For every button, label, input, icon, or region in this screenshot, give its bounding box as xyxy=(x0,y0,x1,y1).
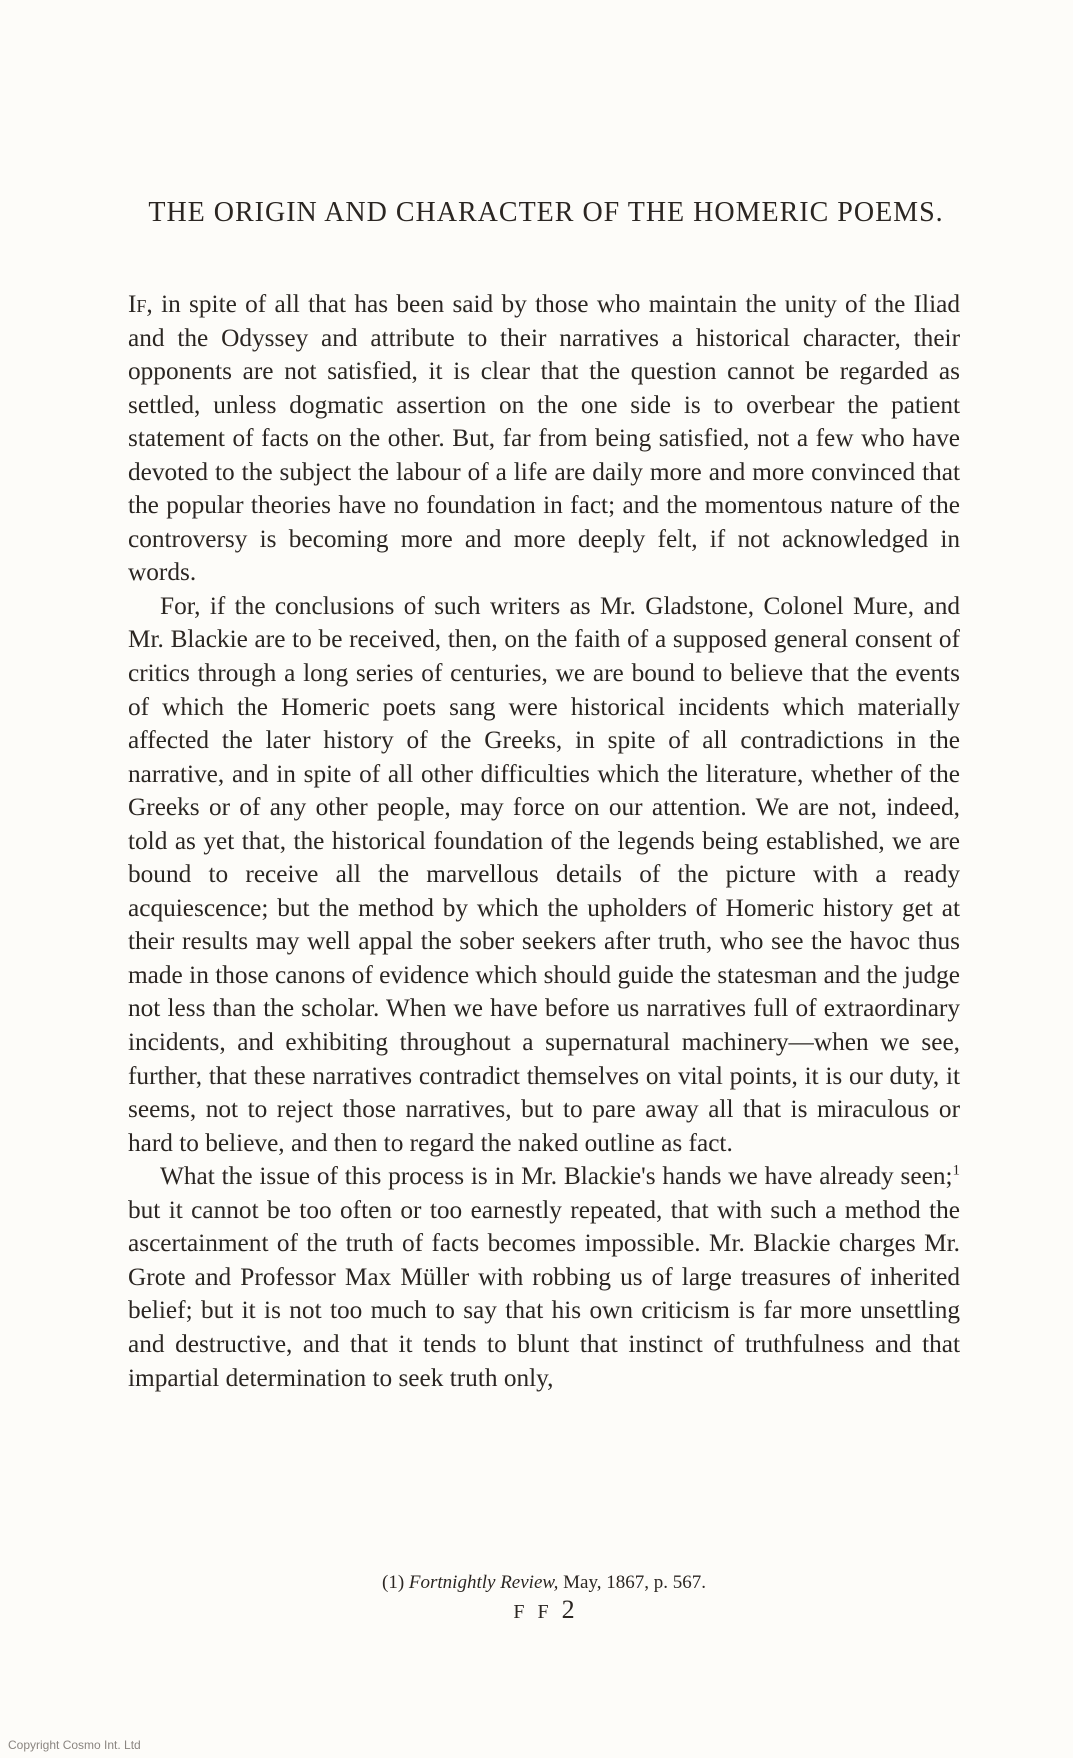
article-title: THE ORIGIN AND CHARACTER OF THE HOMERIC POEMS. xyxy=(148,197,944,228)
footnote-reference-1: 1 xyxy=(952,1162,960,1179)
paragraph-1-text: in spite of all that has been said by those who maintain the unity of the Iliad and the Odyssey and attribute to their narratives a historical character, their opponents are not satisfied, it is clear that the question cannot be regarded as settled, unless dogmatic assertion on the one side is to overbear the patient statement of facts on the other. But, far from being satisfied, not a few who have devoted to the subject the labour of a life are daily more and more convinced that the popular theories have no foundation in fact; and the momentous nature of the controversy is becoming more and more deeply felt, if not acknowledged in words. xyxy=(128,290,960,587)
paragraph-1-first-word: If, xyxy=(128,290,153,318)
footnote-source: Fortnightly Review, xyxy=(408,1572,559,1593)
footnote-details: May, 1867, p. 567. xyxy=(563,1572,706,1593)
paragraph-2-text: For, if the conclusions of such writers as Mr. Gladstone, Colonel Mure, and Mr. Blackie are to be received, then, on the faith of a supposed general consent of critics through a long series of centuries, we are bound to believe that the events of which the Homeric poets sang were historical incidents which materially affected the later history of the Greeks, in spite of all contradictions in the narrative, and in spite of all other difficulties which the literature, whether of the Greeks or of any other people, may force on our attention. We are not, indeed, told as yet that, the historical foundation of the legends being established, we are bound to receive all the marvellous details of the picture with a ready acquiescence; but the method by which the upholders of Homeric history get at their results may well appal the sober seekers after truth, who see the havoc thus made in those canons of evidence which should guide the statesman and the judge not less than the scholar. When we have before us narratives full of extraordinary incidents, and exhibiting throughout a supernatural machinery—when we see, further, that these narratives contradict themselves on vital points, it is our duty, it seems, not to reject those narratives, but to pare away all that is miraculous or hard to believe, and then to regard the naked outline as fact. xyxy=(128,591,960,1157)
paragraph-3-text-before: What the issue of this process is in Mr. Blackie's hands we have already seen; xyxy=(160,1162,953,1191)
footnote xyxy=(128,1571,960,1595)
paragraph-2 xyxy=(128,590,960,1160)
copyright-watermark: Copyright Cosmo Int. Ltd xyxy=(8,1738,141,1752)
paragraph-3-text-after: but it cannot be too often or too earnestly repeated, that with such a method the ascertainment of the truth of facts becomes impossible. Mr. Blackie charges Mr. Grote and Professor Max Müller with robbing us of large treasures of inherited belief; but it is not too much to say that his own criticism is far more unsettling and destructive, and that it tends to blunt that instinct of truthfulness and that impartial determination to seek truth only, xyxy=(128,1195,960,1392)
paragraph-1 xyxy=(128,288,960,590)
signature-number: 2 xyxy=(561,1595,575,1624)
printer-signature xyxy=(128,1596,960,1626)
article-body xyxy=(128,288,960,1395)
footnote-number: (1) xyxy=(382,1572,405,1593)
paragraph-3 xyxy=(128,1160,960,1395)
signature-letters: F F xyxy=(513,1601,553,1623)
